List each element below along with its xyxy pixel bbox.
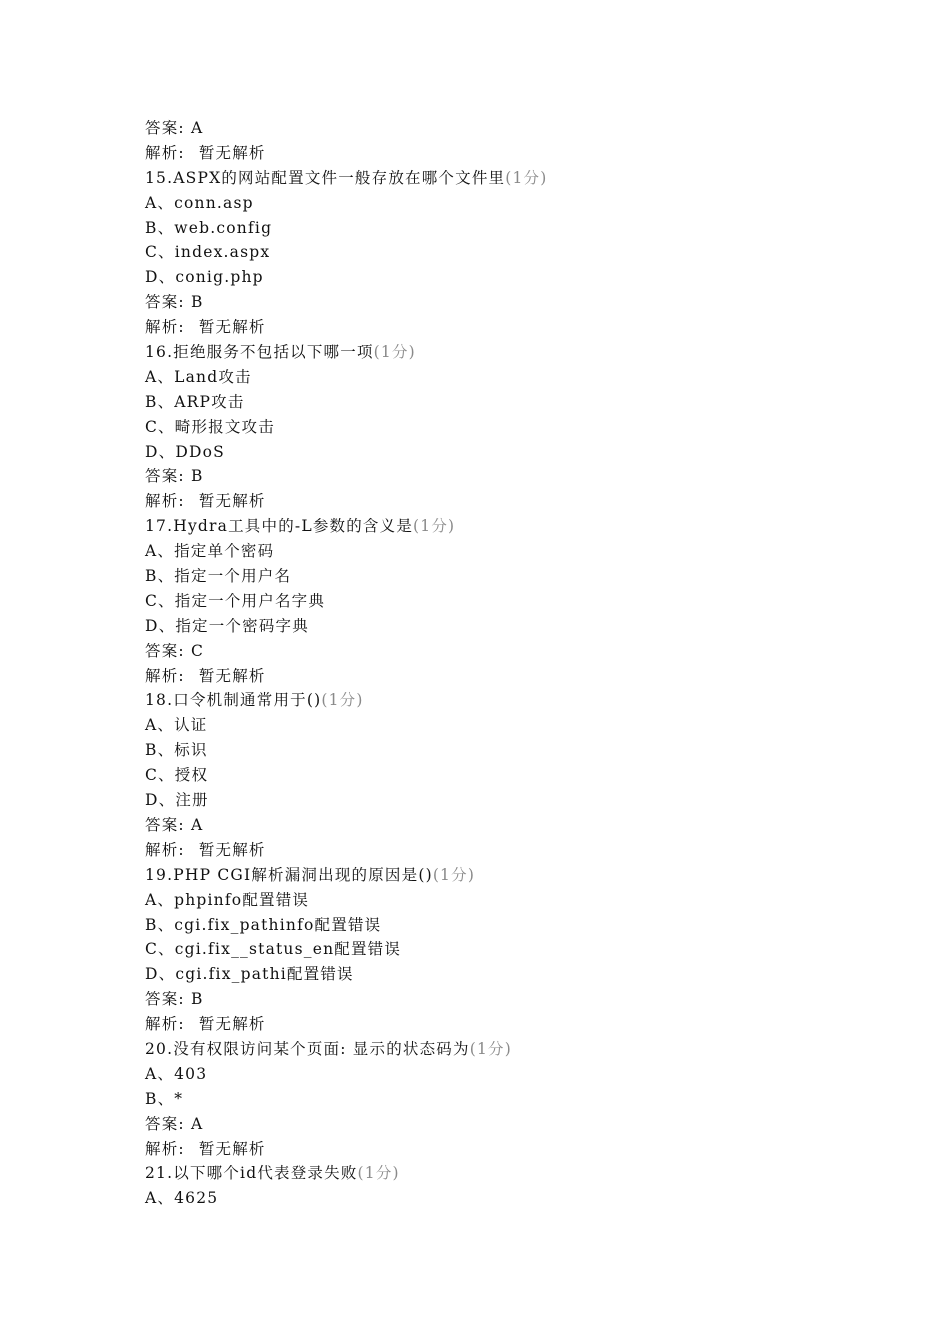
question-score: (1分): [357, 1164, 400, 1183]
option-a: A、Land攻击: [145, 367, 252, 386]
option-a: A、指定单个密码: [145, 542, 275, 561]
option-d: D、cgi.fix_pathi配置错误: [145, 965, 354, 984]
option-c: C、cgi.fix__status_en配置错误: [145, 940, 402, 959]
analysis-line: 解析: 暂无解析: [145, 318, 266, 337]
option-c: C、指定一个用户名字典: [145, 591, 326, 610]
document-body: [145, 116, 845, 1211]
question-title: 15.ASPX的网站配置文件一般存放在哪个文件里(1分): [145, 168, 548, 187]
question-score: (1分): [321, 691, 364, 710]
analysis-line: 解析: 暂无解析: [145, 1139, 266, 1158]
option-a: A、conn.asp: [145, 193, 254, 212]
option-b: B、ARP攻击: [145, 392, 245, 411]
option-d: D、指定一个密码字典: [145, 616, 309, 635]
question-score: (1分): [505, 168, 548, 187]
answer-line: 答案: B: [145, 293, 204, 312]
question-title: 17.Hydra工具中的-L参数的含义是(1分): [145, 517, 456, 536]
question-score: (1分): [373, 343, 416, 362]
option-a: A、phpinfo配置错误: [145, 890, 310, 909]
question-title: 19.PHP CGI解析漏洞出现的原因是()(1分): [145, 865, 476, 884]
option-c: C、index.aspx: [145, 243, 271, 262]
analysis-line: 解析: 暂无解析: [145, 143, 266, 162]
answer-line: 答案: B: [145, 990, 204, 1009]
option-c: C、畸形报文攻击: [145, 417, 275, 436]
option-d: D、DDoS: [145, 442, 225, 461]
answer-line: 答案: A: [145, 815, 204, 834]
option-b: B、*: [145, 1089, 184, 1108]
question-title: 16.拒绝服务不包括以下哪一项(1分): [145, 343, 416, 362]
option-b: B、标识: [145, 741, 208, 760]
option-d: D、注册: [145, 791, 209, 810]
answer-line: 答案: B: [145, 467, 204, 486]
question-score: (1分): [432, 865, 476, 884]
analysis-line: 解析: 暂无解析: [145, 1015, 266, 1034]
question-title: 21.以下哪个id代表登录失败(1分): [145, 1164, 400, 1183]
analysis-line: 解析: 暂无解析: [145, 666, 266, 685]
option-a: A、403: [145, 1064, 208, 1083]
option-d: D、conig.php: [145, 268, 264, 287]
analysis-line: 解析: 暂无解析: [145, 492, 266, 511]
option-b: B、web.config: [145, 218, 273, 237]
question-score: (1分): [469, 1039, 512, 1058]
answer-line: 答案: C: [145, 641, 205, 660]
analysis-line: 解析: 暂无解析: [145, 840, 266, 859]
question-title: 18.口令机制通常用于()(1分): [145, 691, 364, 710]
option-c: C、授权: [145, 766, 209, 785]
option-a: A、4625: [145, 1189, 219, 1208]
answer-line: 答案: A: [145, 119, 204, 137]
option-b: B、cgi.fix_pathinfo配置错误: [145, 915, 382, 934]
question-title: 20.没有权限访问某个页面: 显示的状态码为(1分): [145, 1039, 512, 1058]
option-a: A、认证: [145, 716, 208, 735]
question-score: (1分): [413, 517, 456, 536]
answer-line: 答案: A: [145, 1114, 204, 1133]
option-b: B、指定一个用户名: [145, 567, 292, 586]
